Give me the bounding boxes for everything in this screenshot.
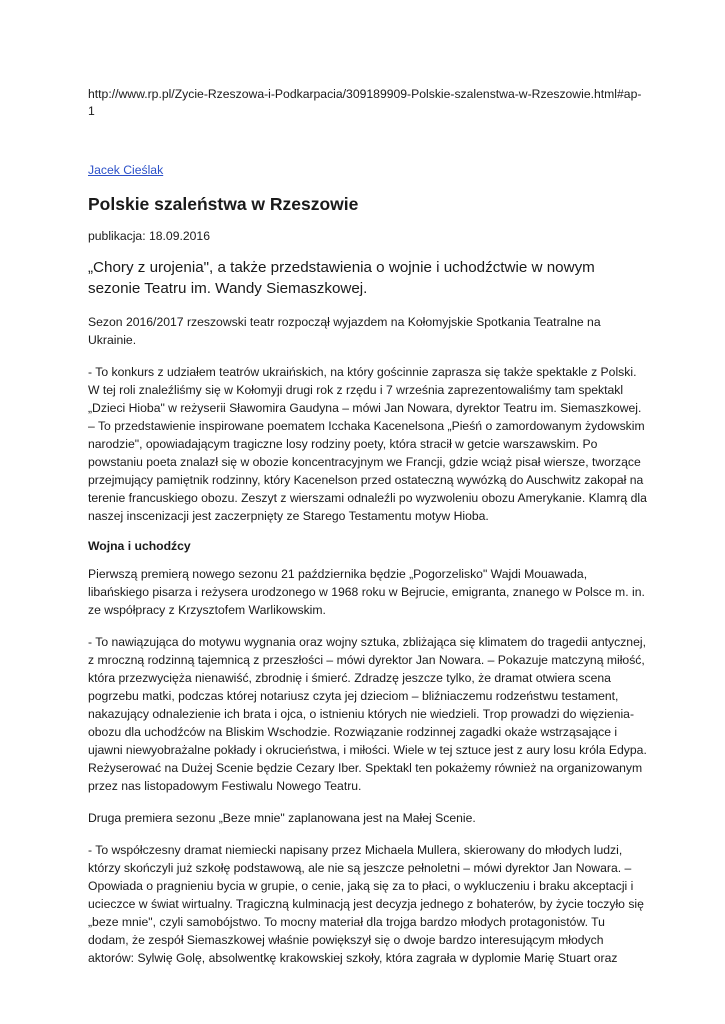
publication-date: publikacja: 18.09.2016 [88, 229, 210, 243]
article-lead: „Chory z urojenia", a także przedstawienia o wojnie i uchodźctwie w nowym sezonie Teatru im. Wandy Siemaszkowej. [88, 259, 595, 297]
paragraph-quote-pogorzelisko: - To nawiązująca do motywu wygnania oraz wojny sztuka, zbliżająca się klimatem do tragedii antycznej, z mroczną rodzinną tajemnicą z przeszłości – mówi dyrektor Jan Nowara. – Pokazuje matczyną miłość, która przezwycięża nienawiść, zbrodnię i śmierć. Zdradzę jeszcze tylko, że dramat otwiera scena pogrzebu matki, podczas której notariusz czyta jej dzieciom – bliźniaczemu rodzeństwu testament, nakazujący odnalezienie ich brata i ojca, o istnieniu których nie wiedzieli. Trop prowadzi do więzienia-obozu dla uchodźców na Bliskim Wschodzie. Rozwiązanie rodzinnej zagadki okaże wstrząsające i ujawni niewyobrażalne pokłady i okrucieństwa, i miłości. Wiele w tej sztuce jest z aury losu króla Edypa. Reżyserować na Dużej Scenie będzie Cezary Iber. Spektakl ten pokażemy również na organizowanym przez nas listopadowym Festiwalu Nowego Teatru. [88, 635, 647, 793]
author-link[interactable]: Jacek Cieślak [88, 163, 164, 177]
source-url: http://www.rp.pl/Zycie-Rzeszowa-i-Podkarpacia/309189909-Polskie-szalenstwa-w-Rzeszowie.html#ap-1 [88, 87, 642, 118]
section-heading: Wojna i uchodźcy [88, 539, 191, 553]
paragraph-quote-kolomyja: - To konkurs z udziałem teatrów ukraińskich, na który gościnnie zaprasza się także spektakle z Polski. W tej roli znaleźliśmy się w Kołomyji drugi rok z rzędu i 7 września zaprezentowaliśmy tam spektakl „Dzieci Hioba" w reżyserii Sławomira Gaudyna – mówi Jan Nowara, dyrektor Teatru im. Siemaszkowej. – To przedstawienie inspirowane poematem Icchaka Kacenelsona „Pieśń o zamordowanym żydowskim narodzie", opowiadającym tragiczne losy rodziny poety, która stracił w getcie warszawskim. Po powstaniu poeta znalazł się w obozie koncentracyjnym we Francji, gdzie wciąż pisał wiersze, tworzące przejmujący pamiętnik rodzinny, który Kacenelson przed ostateczną wywózką do Auschwitz zakopał na terenie francuskiego obozu. Zeszyt z wierszami odnaleźli po wyzwoleniu obozu Amerykanie. Klamrą dla naszej inscenizacji jest zaczerpnięty ze Starego Testamentu motyw Hioba. [88, 365, 647, 523]
paragraph-intro: Sezon 2016/2017 rzeszowski teatr rozpoczął wyjazdem na Kołomyjskie Spotkania Teatralne na Ukrainie. [88, 315, 601, 347]
document-page [88, 86, 648, 967]
paragraph-quote-beze-mnie: - To współczesny dramat niemiecki napisany przez Michaela Mullera, skierowany do młodych ludzi, którzy skończyli już szkołę podstawową, ale nie są jeszcze pełnoletni – mówi dyrektor Jan Nowara. – Opowiada o pragnieniu bycia w grupie, o cenie, jaką się za to płaci, o wykluczeniu i braku akceptacji i ucieczce w świat wirtualny. Tragiczną kulminacją jest decyzja jednego z bohaterów, by życie toczyło się „beze mnie", czyli samobójstwo. To mocny materiał dla trojga bardzo młodych protagonistów. Tu dodam, że zespół Siemaszkowej właśnie powiększył się o dwoje bardzo interesującym młodych aktorów: Sylwię Golę, absolwentkę krakowskiej szkoły, która zagrała w dyplomie Marię Stuart oraz [88, 843, 644, 965]
paragraph-pogorzelisko: Pierwszą premierą nowego sezonu 21 października będzie „Pogorzelisko" Wajdi Mouawada, libańskiego pisarza i reżysera urodzonego w 1968 roku w Bejrucie, emigranta, znanego w Polsce m. in. ze współpracy z Krzysztofem Warlikowskim. [88, 567, 645, 617]
article-title: Polskie szaleństwa w Rzeszowie [88, 194, 359, 214]
paragraph-beze-mnie: Druga premiera sezonu „Beze mnie" zaplanowana jest na Małej Scenie. [88, 811, 476, 825]
author-line [88, 162, 648, 179]
